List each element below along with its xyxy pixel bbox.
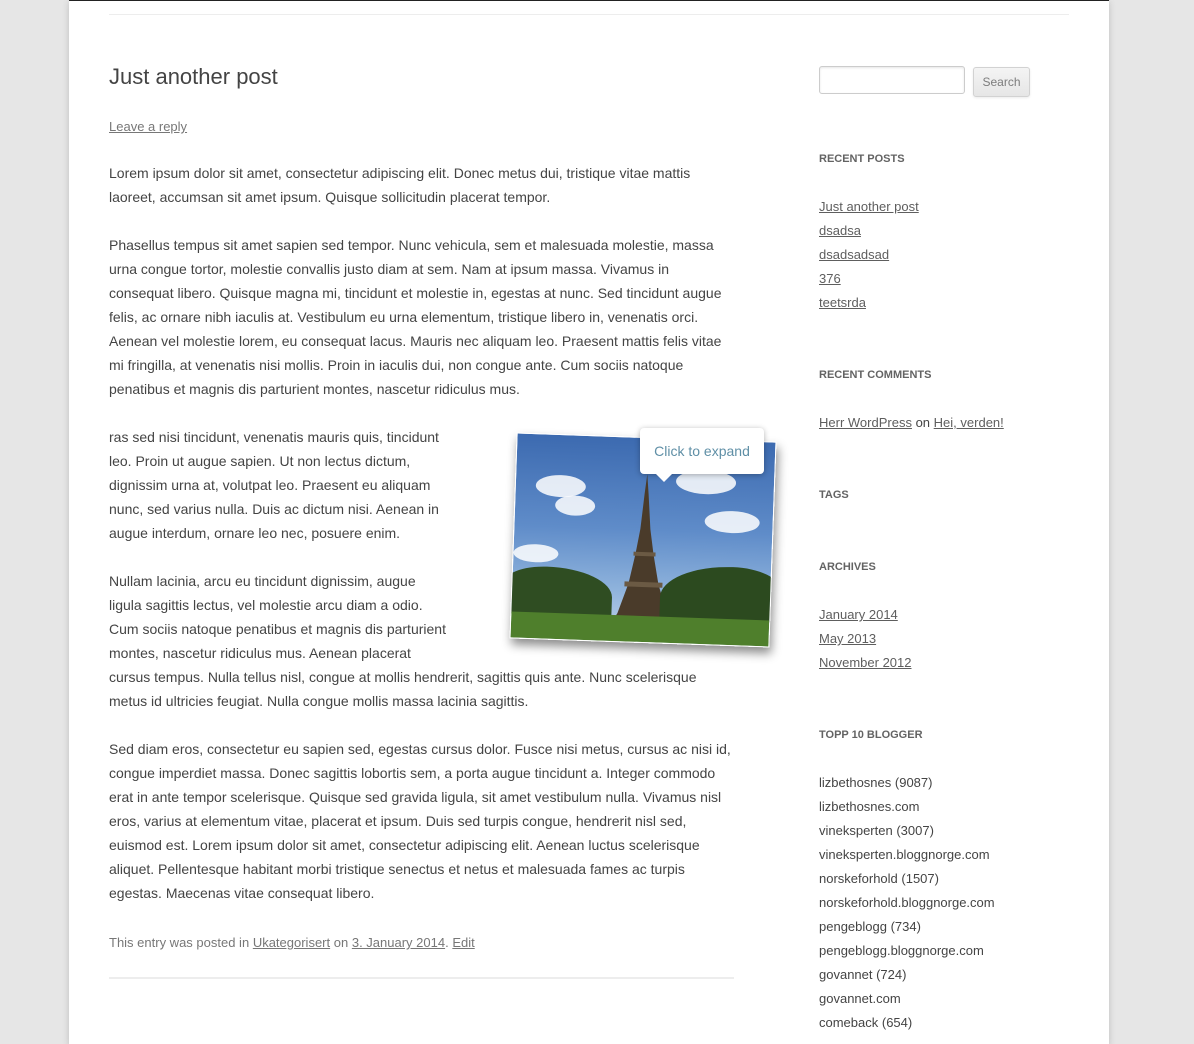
post-paragraph-2: Phasellus tempus sit amet sapien sed tempor. Nunc vehicula, sem et malesuada molestie, massa urna congue tortor, molestie convallis justo diam at sem. Nam at ipsum massa. Vivamus in consequat libero. Quisque magna mi, tincidunt et molestie in, egestas at nunc. Sed tincidunt augue felis, ac ornare nibh iaculis at. Vestibulum eu urna elementum, tristique libero in, venenatis orci. Aenean vel molestie lorem, eu consequat lacus. Mauris nec aliquam leo. Praesent mattis felis vitae mi fringilla, at venenatis nisi mollis. Proin in iaculis dui, non congue ante. Cum sociis natoque penatibus et magnis dis parturient montes, nascetur ridiculus mus. — [109, 237, 722, 397]
trees-left — [509, 565, 612, 617]
archive-link[interactable]: January 2014 — [819, 607, 898, 622]
page-container — [69, 0, 1109, 1044]
tags-title: TAGS — [819, 489, 849, 501]
recent-post-link[interactable]: dsadsadsad — [819, 247, 890, 262]
post-paragraph-3: ras sed nisi tincidunt, venenatis mauris quis, tincidunt leo. Proin ut augue sapien. Ut non lectus dictum, dignissim urna at, volutpat leo. Praesent eu aliquam nunc, sed varius nulla. Duis ac dictum nisi. Aenean in augue interdum, ornare leo nec, posuere enim. — [109, 429, 439, 541]
archive-link[interactable]: November 2012 — [819, 655, 912, 670]
list-item — [819, 651, 912, 675]
post-date-link[interactable]: 3. January 2014 — [351, 935, 446, 950]
top-blog-item[interactable]: pengeblogg.bloggnorge.com — [819, 943, 984, 958]
search-button[interactable]: Search — [973, 67, 1030, 97]
top-blog-item[interactable]: pengeblogg (734) — [819, 919, 921, 934]
top-blogs-list — [819, 771, 995, 1035]
category-link[interactable]: Ukategorisert — [252, 935, 331, 950]
top-blogs-title: TOPP 10 BLOGGER — [819, 729, 923, 741]
list-item — [819, 291, 919, 315]
archives-title: ARCHIVES — [819, 561, 876, 573]
archives-list — [819, 603, 912, 675]
recent-post-link[interactable]: Just another post — [819, 199, 919, 214]
recent-comments-title: RECENT COMMENTS — [819, 369, 932, 381]
entry-meta-separator: . — [445, 935, 449, 950]
entry-meta-on: on — [333, 935, 349, 950]
top-blog-item[interactable]: vineksperten (3007) — [819, 823, 934, 838]
list-item — [819, 195, 919, 219]
comment-author-link[interactable]: Herr WordPress — [819, 415, 912, 430]
post-title[interactable]: Just another post — [109, 64, 278, 89]
top-blog-item[interactable]: vineksperten.bloggnorge.com — [819, 847, 990, 862]
comment-on-text: on — [915, 415, 931, 430]
entry-meta — [109, 933, 475, 953]
top-blog-item[interactable]: govannet (724) — [819, 967, 907, 982]
recent-posts-list — [819, 195, 919, 315]
list-item — [819, 219, 919, 243]
list-item — [819, 243, 919, 267]
comment-post-link[interactable]: Hei, verden! — [933, 415, 1004, 430]
post-paragraph-4: Nullam lacinia, arcu eu tincidunt dignissim, augue ligula sagittis lectus, vel molestie arcu diam a odio. Cum sociis natoque penatibus et magnis dis parturient montes, nascetur ridiculus mus. Aenean placerat cursus tempus. Nulla tellus nisl, congue at mollis hendrerit, sagittis quis ante. Nunc scelerisque metus id ultricies feugiat. Nulla congue mollis massa lacinia sagittis. — [109, 573, 697, 709]
recent-post-link[interactable]: dsadsa — [819, 223, 861, 238]
cloud-shape — [704, 510, 760, 534]
archive-link[interactable]: May 2013 — [819, 631, 877, 646]
top-blog-item[interactable]: lizbethosnes (9087) — [819, 775, 933, 790]
top-blog-item[interactable]: govannet.com — [819, 991, 901, 1006]
cloud-shape — [555, 495, 596, 516]
search-input[interactable] — [819, 66, 965, 94]
entry-footer-divider — [109, 977, 734, 979]
list-item — [819, 267, 919, 291]
entry-meta-prefix: This entry was posted in — [109, 935, 250, 950]
top-blog-item[interactable]: comeback (654) — [819, 1015, 913, 1030]
top-blog-item[interactable]: norskeforhold (1507) — [819, 871, 939, 886]
header-divider — [109, 14, 1069, 15]
post-paragraph-1: Lorem ipsum dolor sit amet, consectetur adipiscing elit. Donec metus dui, tristique vitae mattis laoreet, accumsan sit amet ipsum. Quisque sollicitudin placerat tempor. — [109, 165, 691, 205]
leave-reply-link[interactable]: Leave a reply — [109, 119, 188, 134]
edit-link[interactable]: Edit — [452, 935, 475, 950]
list-item — [819, 627, 912, 651]
post-paragraph-5: Sed diam eros, consectetur eu sapien sed, egestas cursus dolor. Fusce nisi metus, cursus ac nisi id, congue imperdiet massa. Donec sagittis lobortis sem, a porta augue tincidunt a. Integer commodo erat in ante tempor scelerisque. Quisque sed gravida ligula, sit amet vestibulum nulla. Vivamus nisl eros, varius at elementum vitae, placerat et ipsum. Duis sed turpis congue, hendrerit nisl sed, euismod est. Lorem ipsum dolor sit amet, consectetur adipiscing elit. Aenean luctus scelerisque aliquet. Pellentesque habitant morbi tristique senectus et netus et malesuada fames ac turpis egestas. Maecenas vitae consequat libero. — [109, 741, 731, 901]
recent-comment — [819, 411, 1004, 435]
top-blog-item[interactable]: norskeforhold.bloggnorge.com — [819, 895, 995, 910]
recent-posts-title: RECENT POSTS — [819, 153, 905, 165]
click-to-expand-tooltip[interactable]: Click to expand — [640, 428, 764, 474]
recent-post-link[interactable]: 376 — [819, 271, 841, 286]
cloud-shape — [535, 474, 586, 498]
top-blog-item[interactable]: lizbethosnes.com — [819, 799, 920, 814]
cloud-shape — [513, 543, 559, 563]
recent-post-link[interactable]: teetsrda — [819, 295, 866, 310]
list-item — [819, 603, 912, 627]
